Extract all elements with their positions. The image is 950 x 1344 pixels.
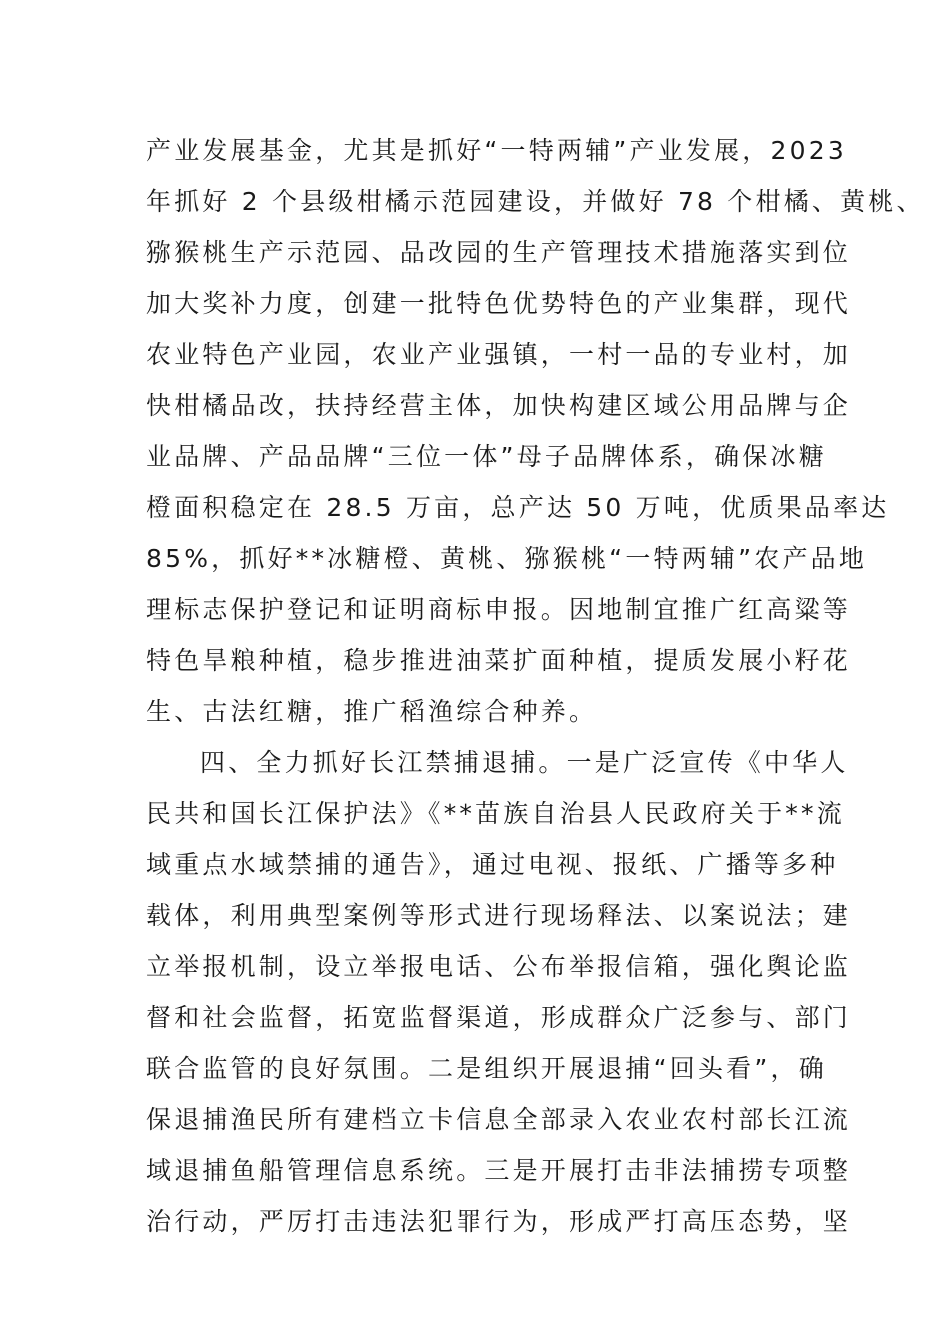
text-line: 年抓好 2 个县级柑橘示范园建设，并做好 78 个柑橘、黄桃、	[146, 187, 925, 216]
text-line: 猕猴桃生产示范园、品改园的生产管理技术措施落实到位	[146, 238, 852, 267]
paragraph-start-line: 四、全力抓好长江禁捕退捕。一是广泛宣传《中华人	[200, 748, 849, 777]
text-line: 保退捕渔民所有建档立卡信息全部录入农业农村部长江流	[146, 1105, 852, 1134]
text-line: 域重点水域禁捕的通告》，通过电视、报纸、广播等多种	[146, 850, 839, 879]
text-line: 民共和国长江保护法》《**苗族自治县人民政府关于**流	[146, 799, 845, 828]
text-line: 加大奖补力度，创建一批特色优势特色的产业集群，现代	[146, 289, 852, 318]
text-line: 立举报机制，设立举报电话、公布举报信箱，强化舆论监	[146, 952, 852, 981]
text-line: 联合监管的良好氛围。二是组织开展退捕“回头看”，确	[146, 1054, 827, 1083]
text-line: 理标志保护登记和证明商标申报。因地制宜推广红高粱等	[146, 595, 852, 624]
text-line: 橙面积稳定在 28.5 万亩，总产达 50 万吨，优质果品率达	[146, 493, 890, 522]
text-line: 域退捕鱼船管理信息系统。三是开展打击非法捕捞专项整	[146, 1156, 852, 1185]
text-line: 生、古法红糖，推广稻渔综合种养。	[146, 697, 598, 726]
text-line: 85%，抓好**冰糖橙、黄桃、猕猴桃“一特两辅”农产品地	[146, 544, 868, 573]
text-line: 督和社会监督，拓宽监督渠道，形成群众广泛参与、部门	[146, 1003, 852, 1032]
text-line: 农业特色产业园，农业产业强镇，一村一品的专业村，加	[146, 340, 852, 369]
text-line: 快柑橘品改，扶持经营主体，加快构建区域公用品牌与企	[146, 391, 852, 420]
text-line: 特色旱粮种植，稳步推进油菜扩面种植，提质发展小籽花	[146, 646, 852, 675]
text-line: 载体，利用典型案例等形式进行现场释法、以案说法；建	[146, 901, 852, 930]
text-line: 产业发展基金，尤其是抓好“一特两辅”产业发展，2023	[146, 136, 847, 165]
text-line: 治行动，严厉打击违法犯罪行为，形成严打高压态势，坚	[146, 1207, 852, 1236]
text-line: 业品牌、产品品牌“三位一体”母子品牌体系，确保冰糖	[146, 442, 827, 471]
